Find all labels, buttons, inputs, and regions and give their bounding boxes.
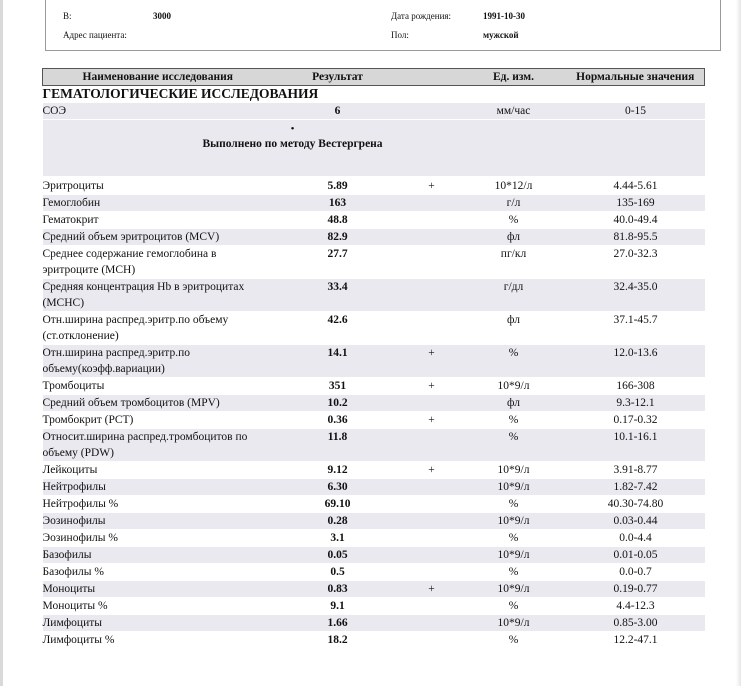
row-value: 0.36 bbox=[273, 412, 403, 429]
row-unit: г/л bbox=[461, 195, 567, 212]
table-header-row bbox=[43, 69, 705, 86]
row-unit: 10*9/л bbox=[461, 378, 567, 395]
table-row bbox=[43, 279, 705, 312]
row-value: 1.66 bbox=[273, 615, 403, 632]
row-value: 5.89 bbox=[273, 178, 403, 195]
header-norm: Нормальные значения bbox=[567, 69, 705, 86]
row-unit: % bbox=[461, 496, 567, 513]
header-flag bbox=[403, 69, 461, 86]
table-row bbox=[43, 530, 705, 547]
row-flag bbox=[403, 279, 461, 312]
row-unit: % bbox=[461, 212, 567, 229]
row-name: Средняя концентрация Hb в эритроцитах (MCHC) bbox=[43, 279, 273, 312]
row-norm: 135-169 bbox=[567, 195, 705, 212]
table-row bbox=[43, 581, 705, 598]
row-unit: 10*9/л bbox=[461, 581, 567, 598]
row-name: СОЭ bbox=[43, 103, 273, 120]
row-flag bbox=[403, 598, 461, 615]
row-norm: 3.91-8.77 bbox=[567, 462, 705, 479]
row-value: 10.2 bbox=[273, 395, 403, 412]
row-flag: + bbox=[403, 412, 461, 429]
row-name: Нейтрофилы bbox=[43, 479, 273, 496]
row-flag: + bbox=[403, 581, 461, 598]
row-name: Лимфоциты bbox=[43, 615, 273, 632]
row-value: 48.8 bbox=[273, 212, 403, 229]
section-title-row bbox=[43, 86, 705, 104]
row-name: Эритроциты bbox=[43, 178, 273, 195]
address-label: Адрес пациента: bbox=[63, 30, 127, 40]
table-row bbox=[43, 547, 705, 564]
row-value: 69.10 bbox=[273, 496, 403, 513]
row-name: Эозинофилы bbox=[43, 513, 273, 530]
row-norm: 32.4-35.0 bbox=[567, 279, 705, 312]
row-name: Моноциты % bbox=[43, 598, 273, 615]
table-row bbox=[43, 312, 705, 345]
row-unit: фл bbox=[461, 312, 567, 345]
row-flag bbox=[403, 312, 461, 345]
row-name: Гемоглобин bbox=[43, 195, 273, 212]
row-norm: 4.4-12.3 bbox=[567, 598, 705, 615]
row-flag bbox=[403, 615, 461, 632]
row-name: Лимфоциты % bbox=[43, 632, 273, 649]
row-flag bbox=[403, 530, 461, 547]
row-value: 0.28 bbox=[273, 513, 403, 530]
table-row bbox=[43, 195, 705, 212]
table-row bbox=[43, 212, 705, 229]
row-flag bbox=[403, 632, 461, 649]
header-result: Результат bbox=[273, 69, 403, 86]
row-flag bbox=[403, 564, 461, 581]
method-note: Выполнено по методу Вестергрена bbox=[202, 138, 383, 150]
table-row bbox=[43, 378, 705, 395]
row-value: 42.6 bbox=[273, 312, 403, 345]
row-flag bbox=[403, 246, 461, 279]
table-row bbox=[43, 462, 705, 479]
row-norm: 37.1-45.7 bbox=[567, 312, 705, 345]
row-value: 351 bbox=[273, 378, 403, 395]
row-name: Базофилы bbox=[43, 547, 273, 564]
row-norm: 0.01-0.05 bbox=[567, 547, 705, 564]
row-unit: фл bbox=[461, 395, 567, 412]
table-row bbox=[43, 615, 705, 632]
row-value: 33.4 bbox=[273, 279, 403, 312]
row-flag bbox=[403, 395, 461, 412]
row-value: 6 bbox=[273, 103, 403, 120]
row-flag bbox=[403, 195, 461, 212]
row-flag: + bbox=[403, 378, 461, 395]
field-b-label: В: bbox=[63, 11, 72, 21]
table-row-esr bbox=[43, 103, 705, 120]
row-norm: 0.19-0.77 bbox=[567, 581, 705, 598]
row-norm: 27.0-32.3 bbox=[567, 246, 705, 279]
row-unit: 10*9/л bbox=[461, 547, 567, 564]
row-unit: % bbox=[461, 530, 567, 547]
row-unit: 10*9/л bbox=[461, 513, 567, 530]
row-value: 9.12 bbox=[273, 462, 403, 479]
row-unit: 10*9/л bbox=[461, 479, 567, 496]
sex-value: мужской bbox=[483, 30, 519, 40]
row-flag bbox=[403, 212, 461, 229]
row-value: 18.2 bbox=[273, 632, 403, 649]
row-flag: + bbox=[403, 178, 461, 195]
row-unit: % bbox=[461, 429, 567, 462]
dob-label: Дата рождения: bbox=[391, 11, 452, 21]
row-name: Среднее содержание гемоглобина в эритроците (MCH) bbox=[43, 246, 273, 279]
row-name: Отн.ширина распред.эритр.по объему (ст.отклонение) bbox=[43, 312, 273, 345]
table-row bbox=[43, 598, 705, 615]
row-unit: пг/кл bbox=[461, 246, 567, 279]
row-norm: 0.03-0.44 bbox=[567, 513, 705, 530]
row-flag bbox=[403, 513, 461, 530]
row-norm: 10.1-16.1 bbox=[567, 429, 705, 462]
row-unit: 10*9/л bbox=[461, 615, 567, 632]
section-title: ГЕМАТОЛОГИЧЕСКИЕ ИССЛЕДОВАНИЯ bbox=[43, 86, 705, 104]
row-norm: 0.0-4.4 bbox=[567, 530, 705, 547]
row-name: Нейтрофилы % bbox=[43, 496, 273, 513]
field-b-value: 3000 bbox=[153, 11, 171, 21]
table-row bbox=[43, 246, 705, 279]
row-name: Лейкоциты bbox=[43, 462, 273, 479]
row-flag bbox=[403, 229, 461, 246]
row-norm: 81.8-95.5 bbox=[567, 229, 705, 246]
row-norm: 0.0-0.7 bbox=[567, 564, 705, 581]
row-unit: фл bbox=[461, 229, 567, 246]
row-norm: 12.0-13.6 bbox=[567, 345, 705, 378]
row-name: Тромбокрит (PCT) bbox=[43, 412, 273, 429]
table-row bbox=[43, 395, 705, 412]
row-value: 6.30 bbox=[273, 479, 403, 496]
header-name: Наименование исследования bbox=[43, 69, 273, 86]
table-row bbox=[43, 429, 705, 462]
row-value: 82.9 bbox=[273, 229, 403, 246]
table-row bbox=[43, 229, 705, 246]
table-row bbox=[43, 496, 705, 513]
row-unit: % bbox=[461, 598, 567, 615]
method-bullet: • bbox=[290, 123, 295, 135]
row-norm: 1.82-7.42 bbox=[567, 479, 705, 496]
row-unit: 10*12/л bbox=[461, 178, 567, 195]
row-name: Относит.ширина распред.тромбоцитов по объему (PDW) bbox=[43, 429, 273, 462]
table-row bbox=[43, 412, 705, 429]
row-value: 0.5 bbox=[273, 564, 403, 581]
table-row bbox=[43, 479, 705, 496]
row-flag bbox=[403, 429, 461, 462]
row-norm: 9.3-12.1 bbox=[567, 395, 705, 412]
row-name: Эозинофилы % bbox=[43, 530, 273, 547]
row-flag: + bbox=[403, 462, 461, 479]
sex-label: Пол: bbox=[391, 30, 409, 40]
row-unit: 10*9/л bbox=[461, 462, 567, 479]
row-value: 11.8 bbox=[273, 429, 403, 462]
patient-info-box bbox=[45, 0, 721, 51]
row-norm: 0.17-0.32 bbox=[567, 412, 705, 429]
table-row bbox=[43, 632, 705, 649]
row-name: Средний объем эритроцитов (MCV) bbox=[43, 229, 273, 246]
row-flag bbox=[403, 547, 461, 564]
row-unit: % bbox=[461, 345, 567, 378]
row-unit: мм/час bbox=[461, 103, 567, 120]
row-value: 3.1 bbox=[273, 530, 403, 547]
row-name: Базофилы % bbox=[43, 564, 273, 581]
row-flag: + bbox=[403, 345, 461, 378]
row-name: Средний объем тромбоцитов (MPV) bbox=[43, 395, 273, 412]
row-unit: % bbox=[461, 632, 567, 649]
page-left-edge bbox=[0, 0, 3, 686]
table-row bbox=[43, 564, 705, 581]
row-name: Отн.ширина распред.эритр.по объему(коэфф.вариации) bbox=[43, 345, 273, 378]
row-unit: % bbox=[461, 412, 567, 429]
row-name: Моноциты bbox=[43, 581, 273, 598]
row-value: 0.05 bbox=[273, 547, 403, 564]
row-norm: 40.0-49.4 bbox=[567, 212, 705, 229]
dob-value: 1991-10-30 bbox=[483, 11, 525, 21]
page-right-shadow bbox=[736, 0, 741, 686]
row-name: Гематокрит bbox=[43, 212, 273, 229]
method-note-row bbox=[43, 120, 705, 177]
row-unit: г/дл bbox=[461, 279, 567, 312]
row-name: Тромбоциты bbox=[43, 378, 273, 395]
row-norm: 4.44-5.61 bbox=[567, 178, 705, 195]
table-row bbox=[43, 178, 705, 195]
row-flag bbox=[403, 103, 461, 120]
results-table bbox=[42, 68, 705, 649]
header-unit: Ед. изм. bbox=[461, 69, 567, 86]
row-value: 163 bbox=[273, 195, 403, 212]
row-norm: 0.85-3.00 bbox=[567, 615, 705, 632]
table-row bbox=[43, 345, 705, 378]
row-value: 14.1 bbox=[273, 345, 403, 378]
row-norm: 0-15 bbox=[567, 103, 705, 120]
row-value: 0.83 bbox=[273, 581, 403, 598]
row-flag bbox=[403, 479, 461, 496]
row-norm: 12.2-47.1 bbox=[567, 632, 705, 649]
row-value: 9.1 bbox=[273, 598, 403, 615]
table-row bbox=[43, 513, 705, 530]
row-flag bbox=[403, 496, 461, 513]
row-norm: 166-308 bbox=[567, 378, 705, 395]
row-unit: % bbox=[461, 564, 567, 581]
row-norm: 40.30-74.80 bbox=[567, 496, 705, 513]
row-value: 27.7 bbox=[273, 246, 403, 279]
